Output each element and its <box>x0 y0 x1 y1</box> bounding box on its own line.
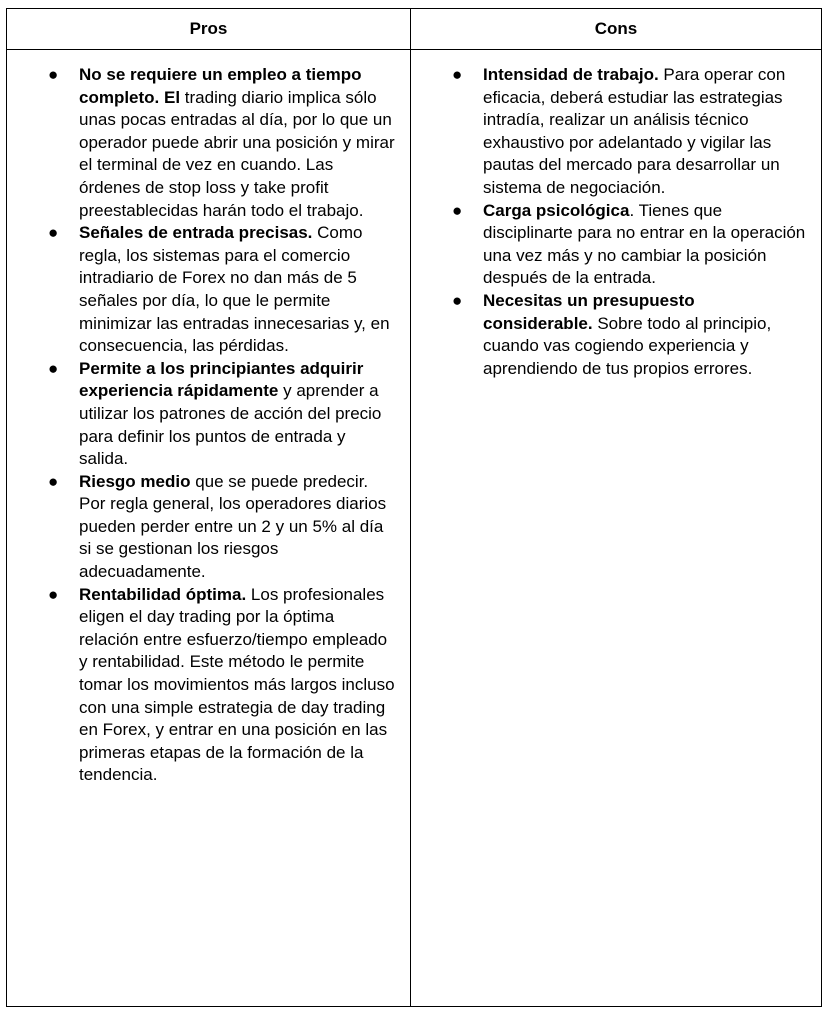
list-item <box>25 471 396 584</box>
body-row <box>7 50 821 1006</box>
item-text: Para operar con eficacia, deberá estudiar las estrategias intradía, realizar un análisis técnico exhaustivo por adelantado y vigilar las pautas del mercado para desarrollar un sistema de negociación. <box>483 65 786 197</box>
pros-header: Pros <box>7 9 411 49</box>
item-bold: Necesitas un presupuesto considerable. <box>483 290 695 333</box>
bullet-icon: ● <box>452 65 463 84</box>
header-row <box>7 9 821 50</box>
list-item <box>25 584 396 787</box>
bullet-icon: ● <box>48 584 59 604</box>
cons-header: Cons <box>594 19 638 38</box>
pros-cell <box>7 50 411 1006</box>
pros-cons-table <box>6 8 822 1007</box>
item-text: trading diario implica sólo unas pocas entradas al día, por lo que un operador puede abrir una posición y mirar el terminal de vez en cuando. Las órdenes de stop loss y take profit preestablecidas harán todo el trabajo. <box>79 87 395 220</box>
item-bold: No se requiere un empleo a tiempo completo. El <box>79 65 362 107</box>
list-item <box>429 290 807 380</box>
item-bold: Señales de entrada precisas. <box>79 223 313 243</box>
bullet-icon: ● <box>452 290 463 310</box>
item-text: Como regla, los sistemas para el comercio intradiario de Forex no dan más de 5 señales por día, lo que le permite minimizar las entradas innecesarias y, en consecuencia, las pérdidas. <box>79 223 390 356</box>
list-item <box>429 64 807 200</box>
item-text: Los profesionales eligen el day trading por la óptima relación entre esfuerzo/tiempo empleado y rentabilidad. Este método le permite tomar los movimientos más largos incluso con una simple estrategia de day trading en Forex, y entrar en una posición en las primeras etapas de la formación de la tendencia. <box>79 584 395 785</box>
bullet-icon: ● <box>48 471 59 491</box>
list-item <box>25 64 396 222</box>
item-bold: Permite a los principiantes adquirir experiencia rápidamente <box>79 358 364 401</box>
bullet-icon: ● <box>48 223 59 243</box>
bullet-icon: ● <box>48 358 59 378</box>
item-bold: Intensidad de trabajo. <box>483 65 659 84</box>
item-bold: Rentabilidad óptima. <box>79 584 247 604</box>
cons-cell <box>411 50 821 1006</box>
list-item <box>429 200 807 290</box>
bullet-icon: ● <box>48 65 59 84</box>
bullet-icon: ● <box>452 200 463 220</box>
pros-list <box>25 64 396 787</box>
list-item <box>25 358 396 471</box>
item-text: y aprender a utilizar los patrones de acción del precio para definir los puntos de entrada y salida. <box>79 381 382 469</box>
item-text: que se puede predecir. Por regla general, los operadores diarios pueden perder entre un 2 y un 5% al día si se gestionan los riesgos adecuadamente. <box>79 471 387 582</box>
item-bold: Carga psicológica <box>483 200 630 220</box>
item-text: Sobre todo al principio, cuando vas cogiendo experiencia y aprendiendo de tus propios errores. <box>483 313 772 378</box>
list-item <box>25 222 396 358</box>
item-bold: Riesgo medio <box>79 471 191 491</box>
item-text: . Tienes que disciplinarte para no entrar en la operación una vez más y no cambiar la posición después de la entrada. <box>483 200 806 288</box>
cons-list <box>429 64 807 380</box>
